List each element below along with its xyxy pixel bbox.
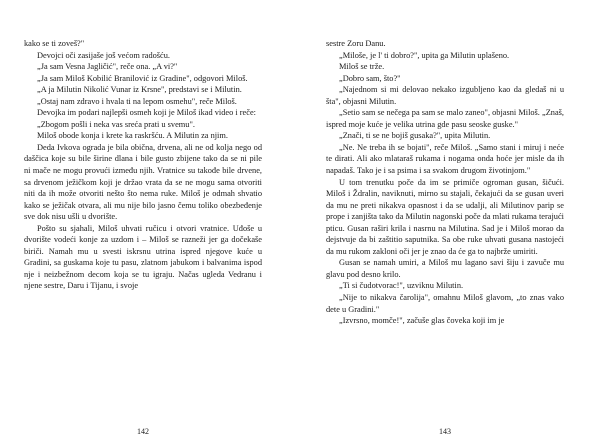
left-page-text [24,38,262,292]
right-page [326,38,564,436]
paragraph: Gusan se namah umiri, a Miloš mu lagano savi šiju i zavuče mu glavu pod desno krilo. [326,258,564,279]
paragraph: „Nije to nikakva čarolija", omahnu Miloš glavom, „to znas vako dete u Gradini." [326,293,564,314]
paragraph: Miloš obode konja i krete ka raskršću. A Milutin za njim. [37,131,228,141]
paragraph: „Ne. Ne treba ih se bojati", reče Miloš. „Samo stani i miruj i neće te dirati. Ali ako mlataraš rukama i nogama onda hoće jer misle da ih napadaš. Tako je i sa psima i sa svakom drugom životinjom." [326,142,564,176]
paragraph: „Najednom si mi delovao nekako izgubljeno kao da gledaš ni u šta", objasni Milutin. [326,85,564,106]
paragraph: „Ostaj nam zdravo i hvala ti na lepom osmehu", reče Miloš. [37,96,237,106]
paragraph: U tom trenutku poče da im se primiče ogroman gusan, šičući. Miloš i Ždralin, naviknuti, mirno su stajali, čekajući da se gusan uveri da mu ne preti nikakva opasnost i da se udalji, ali Milutinov parip se prope i zanjišta tako da Milutin nagonski poče da mlati rukama teraјući pticu. Gusan raširi krila i nasrnu na Milutina. Sad je i Miloš morao da dejstvuje da bi zaštitio saputnika. Sa obe ruke uhvati gusana nastojeći da mu rukom zakloni oči jer je znao da će ga to najbrže umiriti. [326,177,564,256]
paragraph: Pošto su sjahali, Miloš uhvati ručicu i otvori vratnice. Uđoše u dvorište vodeći konje za uzdom i – Miloš se razneži jer ga dočekaše biriči. Namah mu u svesti iskrsnu utrina ispred njegove kuće u Gradini, sa guskama koje tu pasu, zlatnom jabukom i balvanima ispod nje i neizbežnom decom koja se tu igraju. Načas ugleda Vedranu i njene sestre, Daru i Tijanu, i svoje [24,223,262,291]
left-page [24,38,262,436]
page-number: 142 [137,427,149,436]
paragraph: Devojci oči zasijaše još većom radošću. [37,50,170,60]
paragraph: „Ja sam Miloš Kobilić Branilović iz Gradine", odgovori Miloš. [37,73,248,83]
paragraph: „Ti si čudotvorac!", uzviknu Milutin. [339,281,464,291]
paragraph: sestre Zoru Danu. [326,39,386,48]
right-page-text [326,38,564,327]
paragraph: Miloš se trže. [339,62,385,72]
paragraph: „Miloše, je l' ti dobro?", upita ga Milutin uplašeno. [339,50,510,60]
paragraph: „Znači, ti se ne bojiš gusaka?", upita Milutin. [339,131,491,141]
paragraph: „Dobro sam, što?" [339,73,401,83]
paragraph: „Ja sam Vesna Jagličić", reče ona. „A vi?" [37,62,178,72]
paragraph: Deda Ivkova ograda je bila obična, drvena, ali ne od kolja nego od daščica koje su bile širine dlana i bile gusto zbijene tako da se ni pile ni mače ne mogu provući između njih. Vratnice su takođe bile drvene, sa drvenom ježičkom koji je držao vrata da se ne mogu sama otvoriti niti da ih može otvoriti nešto što nema ruke. Miloš je odmah shvatio kako se ježičak otvara, ali mu nije bilo jasno čemu toliko obezbeđenje sve dok nisu ušli u dvorište. [24,142,262,222]
paragraph: „Izvrsno, momče!", začuše glas čoveka koji im je [339,316,505,326]
paragraph: „A ja Milutin Nikolić Vunar iz Krsne", predstavi se i Milutin. [37,85,242,95]
paragraph: Devojka im podari najlepši osmeh koji je Miloš ikad video i reče: [37,108,256,118]
page-number: 143 [439,427,451,436]
paragraph: kako se ti zoveš?" [24,39,85,48]
paragraph: „Setio sam se nečega pa sam se malo zaneo", objasni Miloš. „Znaš, ispred moje kuće je velika utrina gde pasu seoske guske." [326,108,564,129]
paragraph: „Zbogom pošli i neka vas sreća prati u svemu". [37,119,195,129]
